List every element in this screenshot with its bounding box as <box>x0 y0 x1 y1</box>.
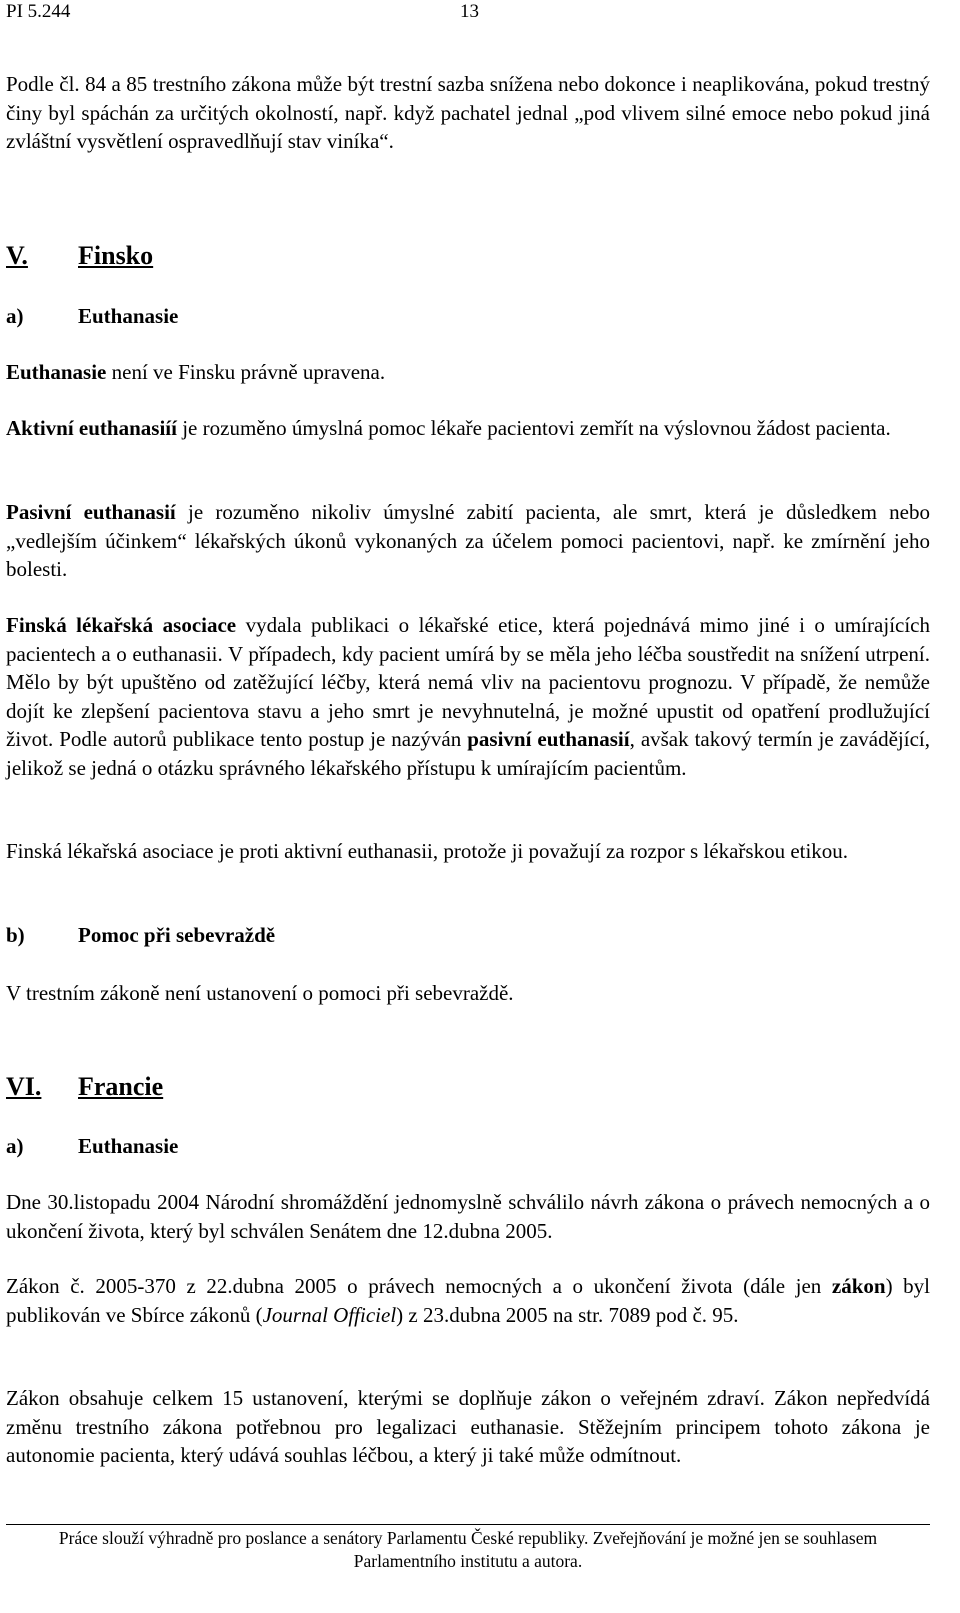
france-paragraph-1: Dne 30.listopadu 2004 Národní shromáždění jednomyslně schválilo návrh zákona o právech nemocných a o ukončení života, který byl schválen Senátem dne 12.dubna 2005. <box>6 1190 930 1243</box>
footer-divider <box>6 1524 930 1525</box>
subsection-label: b) <box>6 923 25 947</box>
finland-subsection-b-heading <box>6 921 275 949</box>
term-bold: Pasivní euthanasií <box>6 500 176 524</box>
paragraph-text: Zákon č. 2005-370 z 22.dubna 2005 o právech nemocných a o ukončení života (dále jen <box>6 1274 832 1298</box>
page-number: 13 <box>460 1 479 22</box>
section-number: VI. <box>6 1072 42 1101</box>
france-paragraph-2 <box>6 1272 930 1329</box>
section-title: Finsko <box>78 241 154 270</box>
subsection-title: Euthanasie <box>78 304 179 328</box>
paragraph-text: , avšak takový termín je zavádějící, jelikož se jedná o otázku správného lékařského přístupu k umírajícím pacientům. <box>6 727 930 780</box>
term-bold: Euthanasie <box>6 360 107 384</box>
paragraph-text: je rozuměno nikoliv úmyslné zabití pacienta, ale smrt, která je důsledkem nebo „vedlejším účinkem“ lékařských úkonů vykonaných za účelem pomoci pacientovi, např. ke zmírnění jeho bolesti. <box>6 500 930 581</box>
section-title: Francie <box>78 1072 164 1101</box>
subsection-label: a) <box>6 1134 24 1158</box>
document-id: PI 5.244 <box>6 1 71 22</box>
finland-paragraph-5: Finská lékařská asociace je proti aktivní euthanasii, protože ji považují za rozpor s lékařskou etikou. <box>6 839 849 863</box>
footer-notice: Práce slouží výhradně pro poslance a senátory Parlamentu České republiky. Zveřejňování je možné jen se souhlasem Parlamentního institutu a autora. <box>58 1528 878 1571</box>
finland-paragraph-1 <box>6 358 930 387</box>
subsection-title: Euthanasie <box>78 1134 179 1158</box>
term-bold: pasivní euthanasií <box>467 727 630 751</box>
finland-paragraph-3 <box>6 498 930 584</box>
section-finland-heading <box>6 240 153 272</box>
section-number: V. <box>6 241 28 270</box>
term-bold: Aktivní euthanasiíí <box>6 416 177 440</box>
france-paragraph-3: Zákon obsahuje celkem 15 ustanovení, kterými se doplňuje zákon o veřejném zdraví. Zákon nepředvídá změnu trestního zákona potřebnou pro legalizaci euthanasie. Stěžejním principem tohoto zákona je autonomie pacienta, který udává souhlas léčbou, a který ji také může odmítnout. <box>6 1386 930 1467</box>
paragraph-text: vydala publikaci o lékařské etice, která pojednává mimo jiné i o umírajících pacientech a o euthanasii. V případech, kdy pacient umírá by se měla jeho léčba soustředit na snížení utrpení. Mělo by být upuštěno od zatěžující léčby, která nemá vliv na pacientovu prognozu. V případě, že nemůže dojít ke zlepšení pacientova stavu a jeho smrt je nevyhnutelná, je možné upustit od opatření prodlužující život. Podle autorů publikace tento postup je nazýván <box>6 613 931 751</box>
term-bold: Finská lékařská asociace <box>6 613 237 637</box>
journal-name: Journal Officiel <box>262 1302 397 1327</box>
intro-paragraph: Podle čl. 84 a 85 trestního zákona může být trestní sazba snížena nebo dokonce i neaplikována, pokud trestný činy byl spáchán za určitých okolností, např. když pachatel jednal „pod vlivem silné emoce nebo pokud jiná zvláštní vysvětlení ospravedlňují stav viníka“. <box>6 72 930 153</box>
paragraph-text: ) z 23.dubna 2005 na str. 7089 pod č. 95. <box>396 1302 739 1327</box>
france-subsection-a-heading <box>6 1132 178 1160</box>
finland-paragraph-2 <box>6 414 930 443</box>
subsection-title: Pomoc při sebevraždě <box>78 923 276 947</box>
term-bold: zákon <box>831 1274 886 1298</box>
section-france-heading <box>6 1071 163 1103</box>
subsection-label: a) <box>6 304 24 328</box>
finland-paragraph-4 <box>6 611 930 782</box>
paragraph-text: je rozuměno úmyslná pomoc lékaře pacientovi zemřít na výslovnou žádost pacienta. <box>176 416 891 440</box>
finland-paragraph-6: V trestním zákoně není ustanovení o pomoci při sebevraždě. <box>6 981 514 1005</box>
paragraph-text: ) byl publikován ve Sbírce zákonů ( <box>6 1274 931 1327</box>
paragraph-text: není ve Finsku právně upravena. <box>106 360 386 384</box>
finland-subsection-a-heading <box>6 302 178 330</box>
